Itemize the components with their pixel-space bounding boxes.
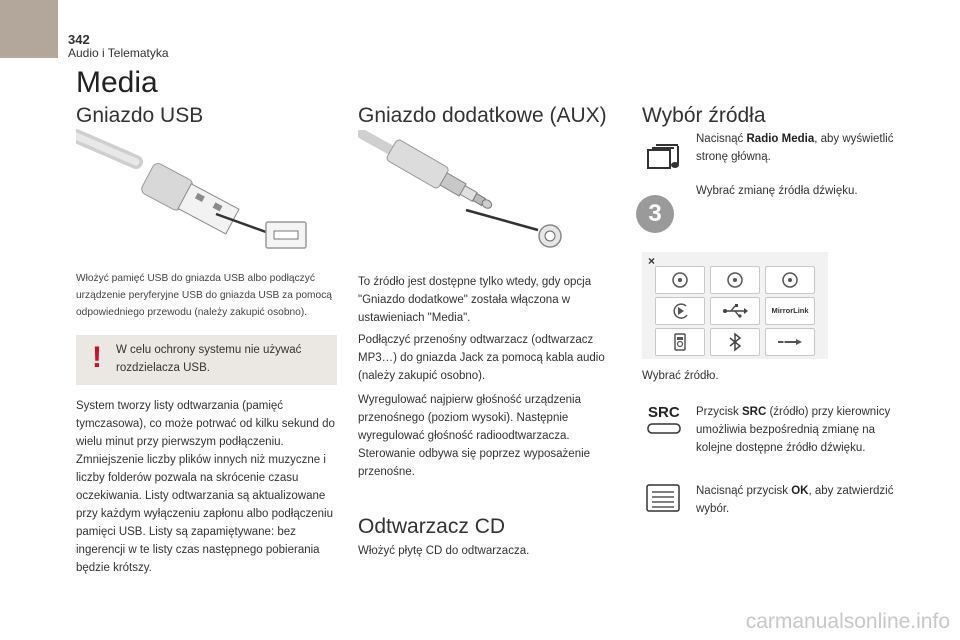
- mirrorlink-label: MirrorLink: [771, 306, 809, 315]
- source-step-4: Przycisk SRC (źródło) przy kierownicy umożliwia bezpośrednią zmianę na kolejne dostępne źródło dźwięku.: [696, 406, 891, 454]
- aux-source-button[interactable]: [765, 328, 815, 356]
- source-step-1: Nacisnąć Radio Media, aby wyświetlić stronę główną.: [696, 133, 894, 163]
- usb-caption: Włożyć pamięć USB do gniazda USB albo podłączyć urządzenie peryferyjne USB do gniazda USB za pomocą odpowiedniego przewodu (należy zakupić osobno).: [76, 273, 332, 318]
- chapter-tab: [0, 0, 58, 58]
- warning-text: W celu ochrony systemu nie używać rozdzielacza USB.: [116, 344, 302, 374]
- aux-heading: Gniazdo dodatkowe (AUX): [358, 104, 607, 127]
- steering-button-icon: [647, 423, 683, 435]
- usb-body: System tworzy listy odtwarzania (pamięć tymczasowa), co może potrwać od kilku sekund do wielu minut przy pierwszym podłączeniu. Zmniejszenie liczby plików innych niż muzyczne i liczby folderów pozwala na skrócenie czasu oczekiwania. Listy odtwarzania są aktualizowane przy każdym wyłączeniu zapłonu albo podłączeniu pamięci USB. Listy są zapamiętywane: bez ingerencji w te listy czas następnego pobierania będzie krótszy.: [76, 400, 335, 574]
- source-step-3: Wybrać źródło.: [642, 370, 719, 382]
- radio-band-2-button[interactable]: [710, 266, 760, 294]
- portable-device-source-button[interactable]: [655, 328, 705, 356]
- source-step-5: Nacisnąć przycisk OK, aby zatwierdzić wybór.: [696, 485, 894, 515]
- aux-text-1: To źródło jest dostępne tylko wtedy, gdy opcja "Gniazdo dodatkowe" została włączona w ustawieniach "Media".: [358, 276, 592, 324]
- close-icon[interactable]: ×: [648, 254, 656, 268]
- ok-button-icon: [646, 484, 682, 514]
- aux-text-2: Podłączyć przenośny odtwarzacz (odtwarzacz MP3…) do gniazda Jack za pomocą kabla audio (należy zakupić osobno).: [358, 334, 605, 382]
- warning-box: [76, 335, 337, 385]
- radio-media-icon: [646, 140, 688, 174]
- radio-band-3-button[interactable]: [765, 266, 815, 294]
- usb-source-button[interactable]: [710, 297, 760, 325]
- cd-source-button[interactable]: [655, 297, 705, 325]
- aux-text-3: Wyregulować najpierw głośność urządzenia przenośnego (poziom wysoki). Następnie wyregulować głośność radioodtwarzacza. Sterowanie odbywa się poprzez wyposażenie przenośne.: [358, 394, 591, 478]
- usb-plug-illustration: [76, 128, 316, 258]
- source-panel: [642, 252, 828, 359]
- page-title: Media: [76, 66, 158, 99]
- step-number-badge: 3: [636, 195, 674, 233]
- bluetooth-source-button[interactable]: [710, 328, 760, 356]
- source-heading: Wybór źródła: [642, 104, 766, 127]
- page-number: 342: [68, 32, 90, 47]
- mirrorlink-source-button[interactable]: [765, 297, 815, 325]
- cd-text: Włożyć płytę CD do odtwarzacza.: [358, 545, 530, 557]
- radio-band-1-button[interactable]: [655, 266, 705, 294]
- source-step-2: Wybrać zmianę źródła dźwięku.: [696, 185, 858, 197]
- section-title: Audio i Telematyka: [68, 46, 169, 60]
- usb-heading: Gniazdo USB: [76, 104, 204, 127]
- warning-icon: !: [92, 341, 102, 374]
- jack-plug-illustration: [358, 130, 578, 250]
- src-icon: SRC: [648, 404, 680, 421]
- cd-heading: Odtwarzacz CD: [358, 515, 506, 538]
- watermark: carmanualsonline.info: [745, 610, 950, 633]
